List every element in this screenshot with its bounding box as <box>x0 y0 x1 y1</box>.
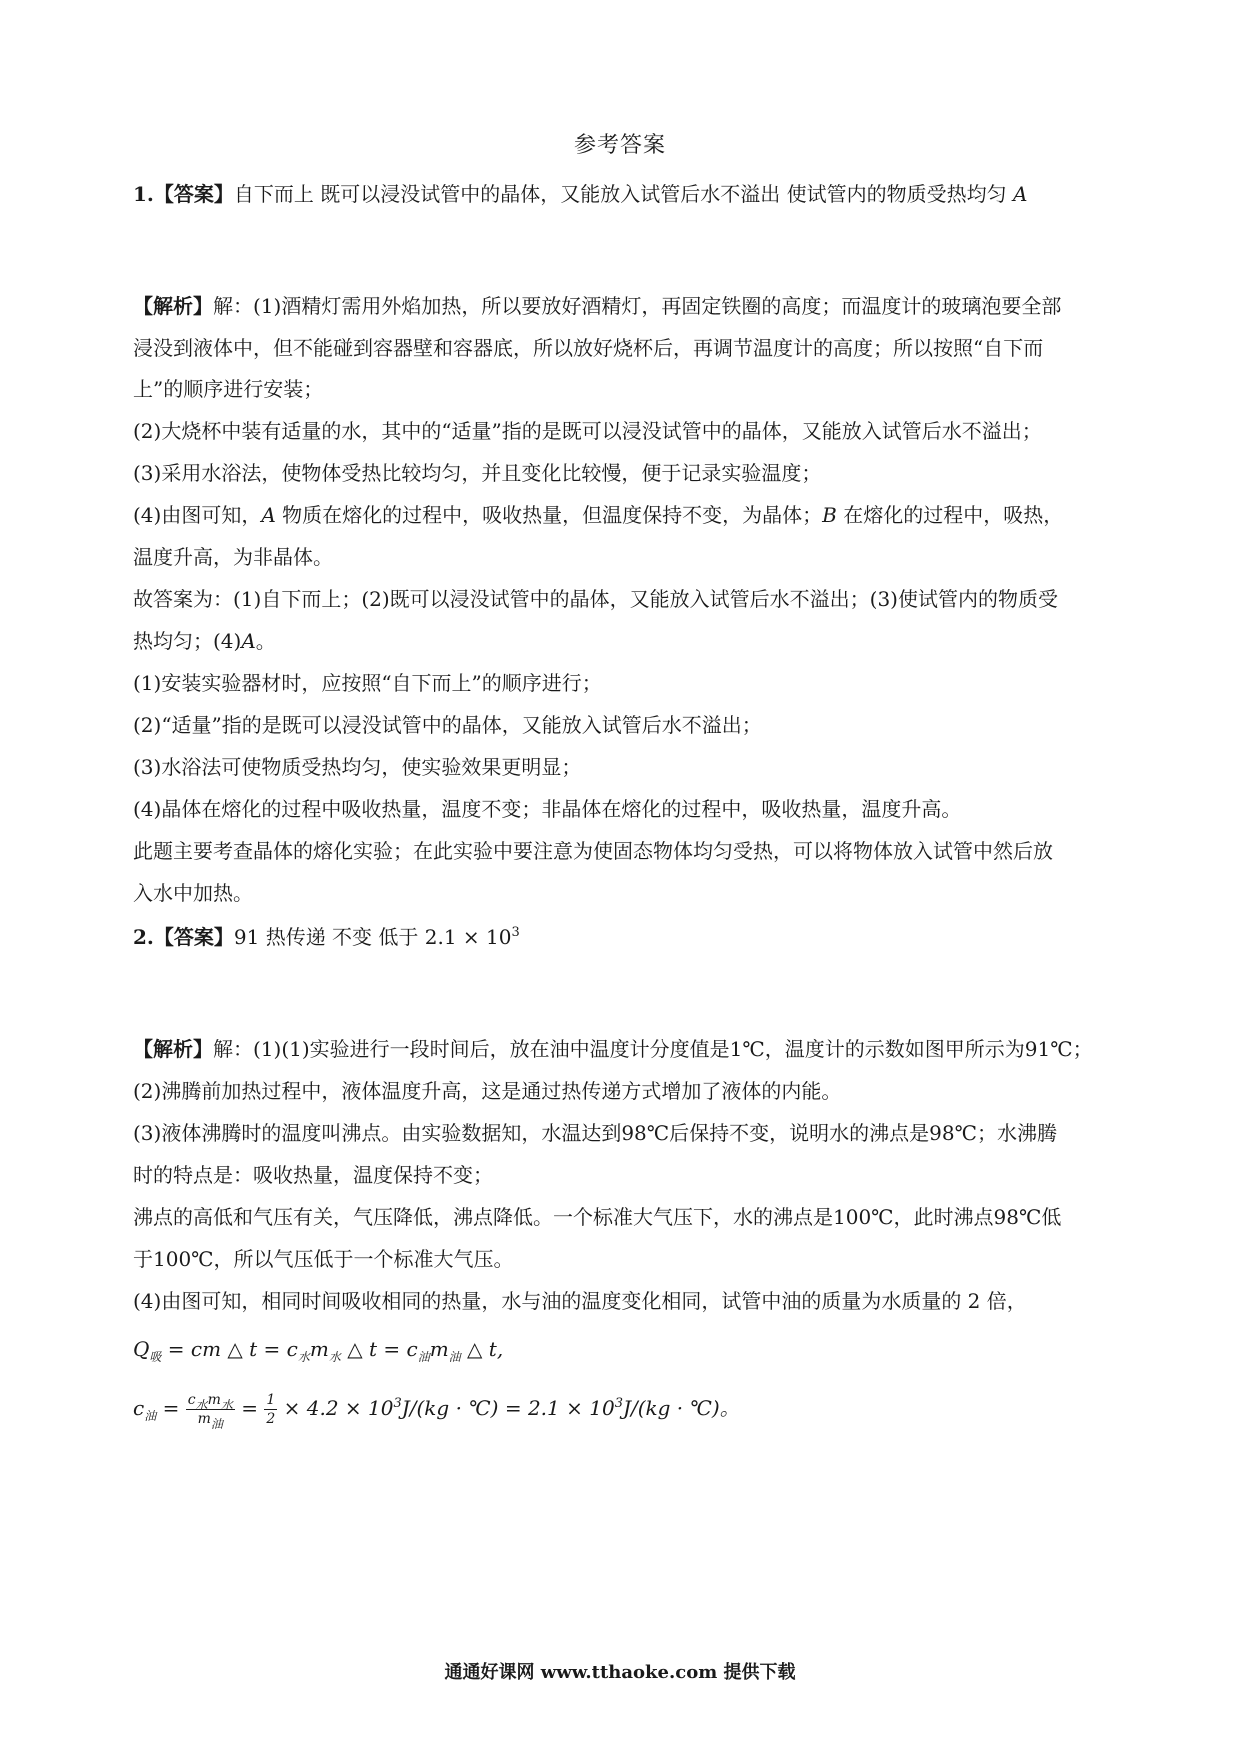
q2-analysis-line-1: 【解析】解：(1)(1)实验进行一段时间后，放在油中温度计分度值是1℃，温度计的示数如图甲所示为91℃； <box>133 1037 1093 1061</box>
q1-analysis-line-15: 入水中加热。 <box>133 881 253 905</box>
page-footer: 通通好课网 www.tthaoke.com 提供下载 <box>444 1662 796 1683</box>
q1-answer-line <box>133 178 1027 207</box>
q2-analysis-line-4: 时的特点是：吸收热量，温度保持不变； <box>133 1163 493 1187</box>
fraction-c-ratio: $\frac{c_水m_水}{m_油}$ <box>187 1392 233 1431</box>
q2-analysis-label: 【解析】 <box>133 1037 213 1061</box>
q1-analysis-line-2: 浸没到液体中，但不能碰到容器壁和容器底，所以放好烧杯后，再调节温度计的高度；所以按照“自下而 <box>133 336 1044 360</box>
q1-analysis-line-6: (4)由图可知，A 物质在熔化的过程中，吸收热量，但温度保持不变，为晶体；B 在熔化的过程中，吸热， <box>133 503 1064 527</box>
q2-analysis-line-3: (3)液体沸腾时的温度叫沸点。由实验数据知，水温达到98℃后保持不变，说明水的沸点是98℃；水沸腾 <box>133 1121 1057 1145</box>
q1-answer-text: 自下而上 既可以浸没试管中的晶体，又能放入试管后水不溢出 使试管内的物质受热均匀 <box>233 182 1007 206</box>
q1-analysis-line-7: 温度升高，为非晶体。 <box>133 545 333 569</box>
q1-analysis-line-3: 上”的顺序进行安装； <box>133 377 324 401</box>
q1-analysis-line-8: 故答案为：(1)自下而上；(2)既可以浸没试管中的晶体，又能放入试管后水不溢出；(3)使试管内的物质受 <box>133 587 1058 611</box>
formula-heat-absorbed: $Q_吸$ = cm △ $t = c_水m_水$ △ $t = c_油m_油$ △ t, <box>133 1337 504 1364</box>
page-title: 参考答案 <box>573 133 666 158</box>
q2-analysis-line-2: (2)沸腾前加热过程中，液体温度升高，这是通过热传递方式增加了液体的内能。 <box>133 1079 842 1103</box>
q1-answer-letter: A <box>1012 182 1028 206</box>
q1-answer-label: 1.【答案】 <box>133 182 234 206</box>
fraction-half: $\frac{1}{2}$ <box>266 1392 276 1427</box>
q2-answer-label: 2.【答案】 <box>133 925 234 949</box>
q2-analysis-line-5: 沸点的高低和气压有关，气压降低，沸点降低。一个标准大气压下，水的沸点是100℃，此时沸点98℃低 <box>133 1205 1062 1229</box>
q2-analysis-line-7: (4)由图可知，相同时间吸收相同的热量，水与油的温度变化相同，试管中油的质量为水质量的 2 倍， <box>133 1289 1027 1313</box>
q2-answer-line: 2.【答案】91 热传递 不变 低于 $2.1 \times 10^3$ <box>133 925 520 949</box>
q1-analysis-line-1: 【解析】解：(1)酒精灯需用外焰加热，所以要放好酒精灯，再固定铁圈的高度；而温度计的玻璃泡要全部 <box>133 294 1062 318</box>
q1-analysis-line-5: (3)采用水浴法，使物体受热比较均匀，并且变化比较慢，便于记录实验温度； <box>133 461 822 485</box>
q1-analysis-line-14: 此题主要考查晶体的熔化实验；在此实验中要注意为使固态物体均匀受热，可以将物体放入试管中然后放 <box>133 839 1053 863</box>
q2-analysis-line-6: 于100℃，所以气压低于一个标准大气压。 <box>133 1247 514 1271</box>
q1-analysis-line-4: (2)大烧杯中装有适量的水，其中的“适量”指的是既可以浸没试管中的晶体，又能放入试管后水不溢出； <box>133 419 1042 443</box>
q1-analysis-line-11: (2)“适量”指的是既可以浸没试管中的晶体，又能放入试管后水不溢出； <box>133 713 762 737</box>
q1-analysis-line-13: (4)晶体在熔化的过程中吸收热量，温度不变；非晶体在熔化的过程中，吸收热量，温度升高。 <box>133 797 962 821</box>
q1-analysis-line-9: 热均匀；(4)A。 <box>133 629 276 653</box>
formula-oil-specific-heat: $c_油$ = $\frac{c_水m_水}{m_油}$ = $\frac{1}{2}$ × $4.2 \times 10^3J/(kg$ · ℃) = $2.1 \times 10^3J/(kg$ · ℃)。 <box>133 1392 740 1431</box>
q1-analysis-line-12: (3)水浴法可使物质受热均匀，使实验效果更明显； <box>133 755 582 779</box>
q1-analysis-label: 【解析】 <box>133 294 213 318</box>
q2-answer-text: 91 热传递 不变 低于 2.1 × 10 <box>233 925 512 949</box>
q1-analysis-line-10: (1)安装实验器材时，应按照“自下而上”的顺序进行； <box>133 671 602 695</box>
